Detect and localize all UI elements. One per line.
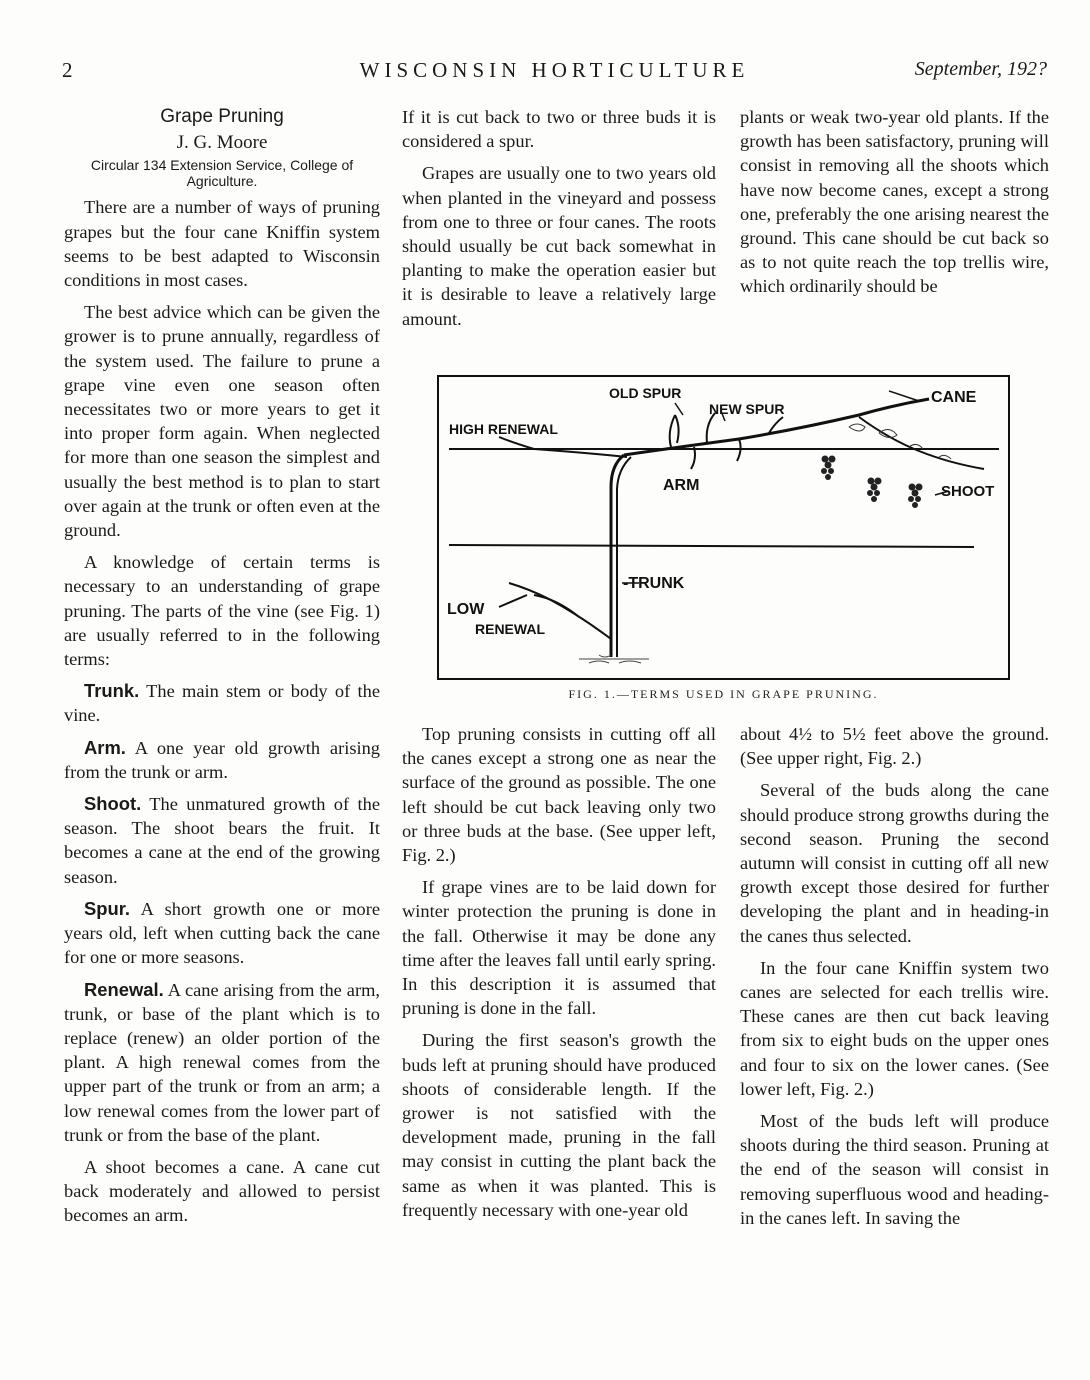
term-label: Shoot. xyxy=(84,793,142,815)
label-high-renewal: HIGH RENEWAL xyxy=(449,421,558,437)
trunk-edge xyxy=(617,457,631,657)
term-trunk xyxy=(64,679,380,727)
article-title: Grape Pruning xyxy=(160,106,284,127)
paragraph: The best advice which can be given the grower is to prune annually, regardless of the system used. The failure to prune a grape vine even one season often necessitates two or more years to get it into proper form again. When neglected for more than one season the simplest and usually the best method is to plan to start over again at the trunk or often even at the ground. xyxy=(64,302,380,541)
column-3 xyxy=(740,105,1049,307)
low-pointer xyxy=(499,595,527,607)
label-cane: CANE xyxy=(931,389,977,406)
low-renewal-branch xyxy=(534,595,579,617)
label-renewal: RENEWAL xyxy=(475,621,545,637)
paragraph: There are a number of ways of pruning grapes but the four cane Kniffin system seems to be best adapted to Wisconsin conditions in most cases. xyxy=(64,197,380,291)
figure-caption: FIG. 1.—TERMS USED IN GRAPE PRUNING. xyxy=(568,687,879,701)
column-1 xyxy=(64,105,380,1236)
paragraph: Most of the buds left will produce shoots during the third season. Pruning at the end of the season will consist in removing superfluous wood and heading-in the canes left. In saving the xyxy=(740,1111,1049,1228)
term-definition: A short growth one or more years old, left when cutting back the cane for one or more seasons. xyxy=(64,898,380,968)
term-arm xyxy=(64,736,380,784)
column-5 xyxy=(740,722,1049,1238)
journal-title: WISCONSIN HORTICULTURE xyxy=(359,58,750,82)
term-label: Renewal. xyxy=(84,978,164,1000)
article-author: J. G. Moore xyxy=(176,132,268,154)
term-label: Arm. xyxy=(84,736,126,758)
paragraph: A knowledge of certain terms is necessary to an understanding of grape pruning. The parts of the vine (see Fig. 1) are usually referred to in the following terms: xyxy=(64,552,380,670)
label-low: LOW xyxy=(447,601,485,618)
paragraph: Top pruning consists in cutting off all the canes except a strong one as near the surface of the ground as possible. The one left should be cut back leaving only two or three buds at the base. (See upper left, Fig. 2.) xyxy=(402,724,716,866)
label-new-spur: NEW SPUR xyxy=(709,401,785,417)
label-shoot: SHOOT xyxy=(941,483,995,500)
roots xyxy=(579,655,649,663)
paragraph: Several of the buds along the cane should produce strong growths during the second season. Pruning the second autumn will consist in cutting off all new growth except those desired for further developing the plant and in heading-in the canes thus selected. xyxy=(740,780,1049,946)
paragraph: If grape vines are to be laid down for winter protection the pruning is done in the fall. Otherwise it may be done any time after the leaves fall until early spring. In this description it is assumed that pruning is done in the fall. xyxy=(402,877,716,1019)
article-source: Circular 134 Extension Service, College of Agriculture. xyxy=(90,157,354,190)
issue-date: September, 192? xyxy=(914,58,1047,80)
term-definition: A cane arising from the arm, trunk, or base of the plant which is to replace (renew) an older portion of the plant. A high renewal comes from the upper part of the trunk or from an arm; a low renewal comes from the lower part of trunk or from the base of the plant. xyxy=(64,979,380,1145)
high-renewal xyxy=(499,437,627,457)
term-renewal xyxy=(64,978,380,1147)
term-shoot xyxy=(64,792,380,889)
grape-cluster xyxy=(867,478,882,503)
term-label: Trunk. xyxy=(84,680,140,702)
term-definition: A one year old growth arising from the trunk or arm. xyxy=(64,737,380,782)
term-label: Spur. xyxy=(84,897,130,919)
label-trunk: -TRUNK xyxy=(623,575,685,592)
label-arm: ARM xyxy=(663,477,700,494)
page-number: 2 xyxy=(62,58,73,82)
paragraph: about 4½ to 5½ feet above the ground. (See upper right, Fig. 2.) xyxy=(740,724,1049,769)
new-spur xyxy=(707,413,715,443)
column-4 xyxy=(402,722,716,1230)
grape-cluster xyxy=(821,456,836,481)
grape-clusters xyxy=(821,456,923,509)
paragraph: During the first season's growth the buds left at pruning should have produced shoots of considerable length. If the grower is not satisfied with the development made, pruning in the fall may consist in cutting the plant back the same as when it was planted. This is frequently necessary with one-year old xyxy=(402,1030,716,1220)
paragraph: If it is cut back to two or three buds it is considered a spur. xyxy=(402,107,716,152)
term-definition: The main stem or body of the vine. xyxy=(64,681,380,726)
term-definition: The unmatured growth of the season. The shoot bears the fruit. It becomes a cane at the end of the growing season. xyxy=(64,794,380,887)
page-header xyxy=(62,58,1047,88)
grape-cluster xyxy=(908,484,923,509)
old-spur xyxy=(670,415,679,447)
paragraph: Grapes are usually one to two years old when planted in the vineyard and possess from one to three or four canes. The roots should usually be cut back somewhat in planting to make the operation easier but it is desirable to leave a relatively large amount. xyxy=(402,163,716,329)
lower-trellis-wire xyxy=(449,545,974,547)
term-spur xyxy=(64,897,380,970)
label-old-spur: OLD SPUR xyxy=(609,385,682,401)
column-2 xyxy=(402,105,716,339)
shoot xyxy=(859,417,984,469)
paragraph: A shoot becomes a cane. A cane cut back moderately and allowed to persist becomes an arm. xyxy=(64,1156,380,1226)
paragraph: In the four cane Kniffin system two canes are selected for each trellis wire. These canes are then cut back leaving from six to eight buds on the upper ones and four to six on the lower canes. (See lower left, Fig. 2.) xyxy=(740,957,1049,1099)
old-spur-pointer xyxy=(675,403,683,415)
figure-grape-vine-diagram xyxy=(437,375,1010,680)
cane-pointer xyxy=(889,391,919,401)
paragraph: plants or weak two-year old plants. If the growth has been satisfactory, pruning will consist in removing all the shoots which have now become canes, except a strong one, preferably the one arising nearest the ground. This cane should be cut back so as to not quite reach the top trellis wire, which ordinarily should be xyxy=(740,107,1049,297)
